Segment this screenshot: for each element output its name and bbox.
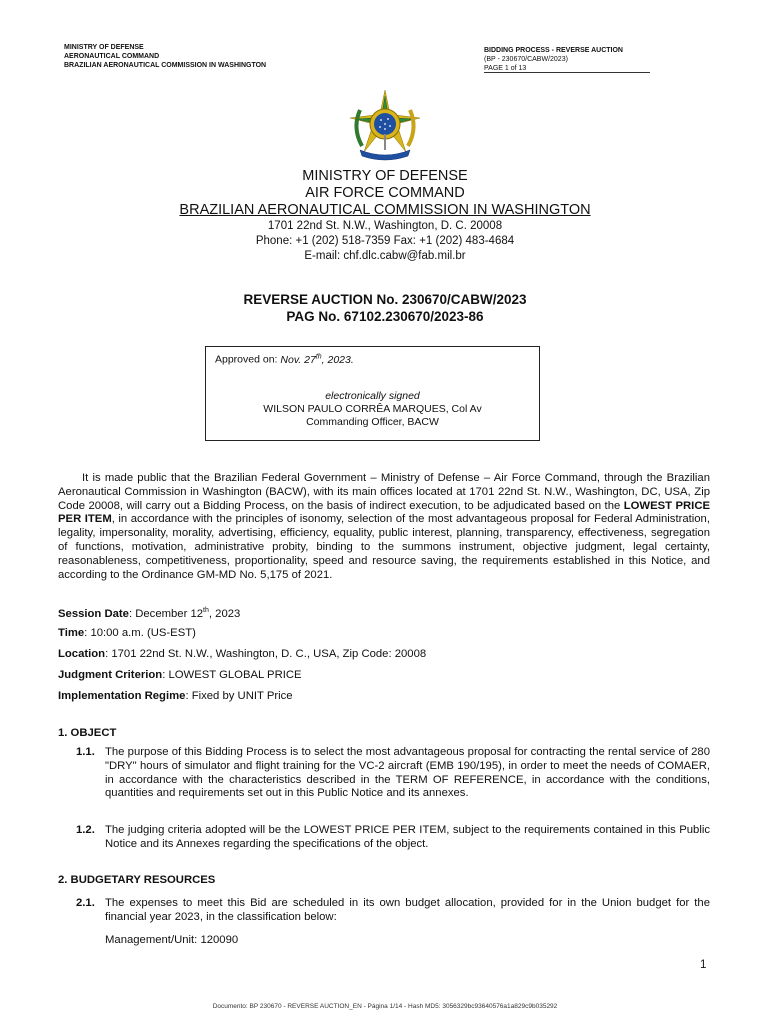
document-footer: Documento: BP 230670 - REVERSE AUCTION_EN - Página 1/14 - Hash MD5: 3056329bc93640576a1a829c9b035292: [212, 1003, 558, 1010]
session-label: Session Date: [58, 607, 129, 620]
approval-label: Approved on:: [215, 353, 281, 366]
document-title-block: [0, 168, 770, 264]
session-date: [58, 604, 240, 621]
approval-date-main: Nov. 27: [280, 353, 316, 366]
session-value-sup: th: [203, 607, 209, 614]
header-organization: [64, 43, 266, 70]
signed-note: electronically signed: [325, 390, 420, 402]
intro-paragraph: [58, 472, 710, 582]
header-page-count: PAGE 1 of 13: [484, 65, 527, 72]
item-number: 2.1.: [76, 897, 95, 909]
ministry-title: MINISTRY OF DEFENSE: [302, 168, 468, 184]
auction-number: REVERSE AUCTION No. 230670/CABW/2023: [243, 292, 527, 307]
intro-text-1: It is made public that the Brazilian Federal Government – Ministry of Defense – Air Force Command, through the Brazilian Aeronautical Commission in Washington (BACW), with its main offices located at 1701 22nd St. N.W., Washington, DC, USA, Zip Code 20008, will carry out a Bidding Process, on the basis of indirect execution, to be adjudicated based on the: [58, 472, 710, 512]
signer-role: Commanding Officer, BACW: [306, 416, 439, 428]
approval-box: [205, 346, 540, 441]
judgment-criterion: [58, 668, 302, 682]
email: E-mail: chf.dlc.cabw@fab.mil.br: [304, 250, 466, 262]
header-rule: [484, 72, 650, 73]
signer-name: WILSON PAULO CORRÊA MARQUES, Col Av: [263, 403, 482, 415]
time-value: : 10:00 a.m. (US-EST): [84, 627, 196, 639]
header-process-ref: (BP - 230670/CABW/2023): [484, 56, 568, 63]
command-title: AIR FORCE COMMAND: [305, 185, 465, 201]
implementation-regime: [58, 689, 293, 703]
approval-date-sup: th: [315, 353, 322, 360]
item-text: The expenses to meet this Bid are scheduled in its own budget allocation, provided for in the Union budget for the financial year 2023, in the classification below:: [105, 897, 710, 923]
item-1-2: [76, 824, 710, 852]
header-process-info: [484, 46, 623, 73]
intro-text-2: , in accordance with the principles of isonomy, selection of the most advantageous proposal for Federal Administration, legality, impersonality, morality, advertising, efficiency, equality, public interest, planning, transparency, effectiveness, segregation of functions, motivation, administrative probity, binding to the summons instrument, objective judgment, legal certainty, reasonableness, competitiveness, proportionality, speed and resource saving, the requirements established in this Notice, and according to the Ordinance GM-MD No. 5,175 of 2021.: [58, 513, 710, 581]
header-process-title: BIDDING PROCESS - REVERSE AUCTION: [484, 47, 623, 54]
auction-title: [0, 291, 770, 325]
header-line: AERONAUTICAL COMMAND: [64, 53, 160, 60]
item-number: 1.1.: [76, 746, 95, 758]
pag-number: PAG No. 67102.230670/2023-86: [286, 309, 484, 324]
header-line: BRAZILIAN AERONAUTICAL COMMISSION IN WASHINGTON: [64, 62, 267, 69]
item-2-1: [76, 897, 710, 925]
item-1-1: [76, 746, 710, 801]
session-value-end: , 2023: [208, 607, 241, 620]
time-label: Time: [58, 627, 85, 639]
session-time: [58, 626, 196, 640]
session-location: [58, 647, 426, 661]
session-value: : December 12: [128, 607, 204, 620]
item-number: 1.2.: [76, 824, 95, 836]
approval-date-end: , 2023.: [321, 353, 354, 366]
regime-value: : Fixed by UNIT Price: [185, 690, 293, 702]
location-value: : 1701 22nd St. N.W., Washington, D. C., USA, Zip Code: 20008: [105, 648, 427, 660]
section-1-heading: 1. OBJECT: [58, 727, 117, 739]
phone-fax: Phone: +1 (202) 518-7359 Fax: +1 (202) 483-4684: [255, 235, 515, 247]
judgment-value: : LOWEST GLOBAL PRICE: [162, 669, 302, 681]
item-text: The judging criteria adopted will be the LOWEST PRICE PER ITEM, subject to the requirements contained in this Public Notice and its Annexes regarding the specifications of the object.: [105, 824, 710, 850]
item-text: The purpose of this Bidding Process is to select the most advantageous proposal for contracting the rental service of 280 "DRY" hours of simulator and flight training for the VC-2 aircraft (EMB 190/195), in order to meet the needs of COMAER, in accordance with the characteristics described in the TERM OF REFERENCE, in accordance with the conditions, quantities and requirements set out in this Public Notice and its annexes.: [105, 746, 710, 800]
management-unit: Management/Unit: 120090: [105, 934, 239, 946]
commission-title: BRAZILIAN AERONAUTICAL COMMISSION IN WASHINGTON: [179, 202, 591, 218]
brazil-coat-of-arms-icon: [346, 88, 424, 162]
judgment-label: Judgment Criterion: [58, 669, 163, 681]
approval-date: [215, 353, 354, 366]
header-line: MINISTRY OF DEFENSE: [64, 44, 144, 51]
section-2-heading: 2. BUDGETARY RESOURCES: [58, 874, 216, 886]
address: 1701 22nd St. N.W., Washington, D. C. 20008: [267, 220, 503, 232]
page-number: 1: [700, 959, 707, 971]
signature-block: [206, 390, 539, 429]
location-label: Location: [58, 648, 106, 660]
regime-label: Implementation Regime: [58, 690, 186, 702]
intro-bold: LOWEST PRICE PER ITEM: [58, 499, 711, 526]
